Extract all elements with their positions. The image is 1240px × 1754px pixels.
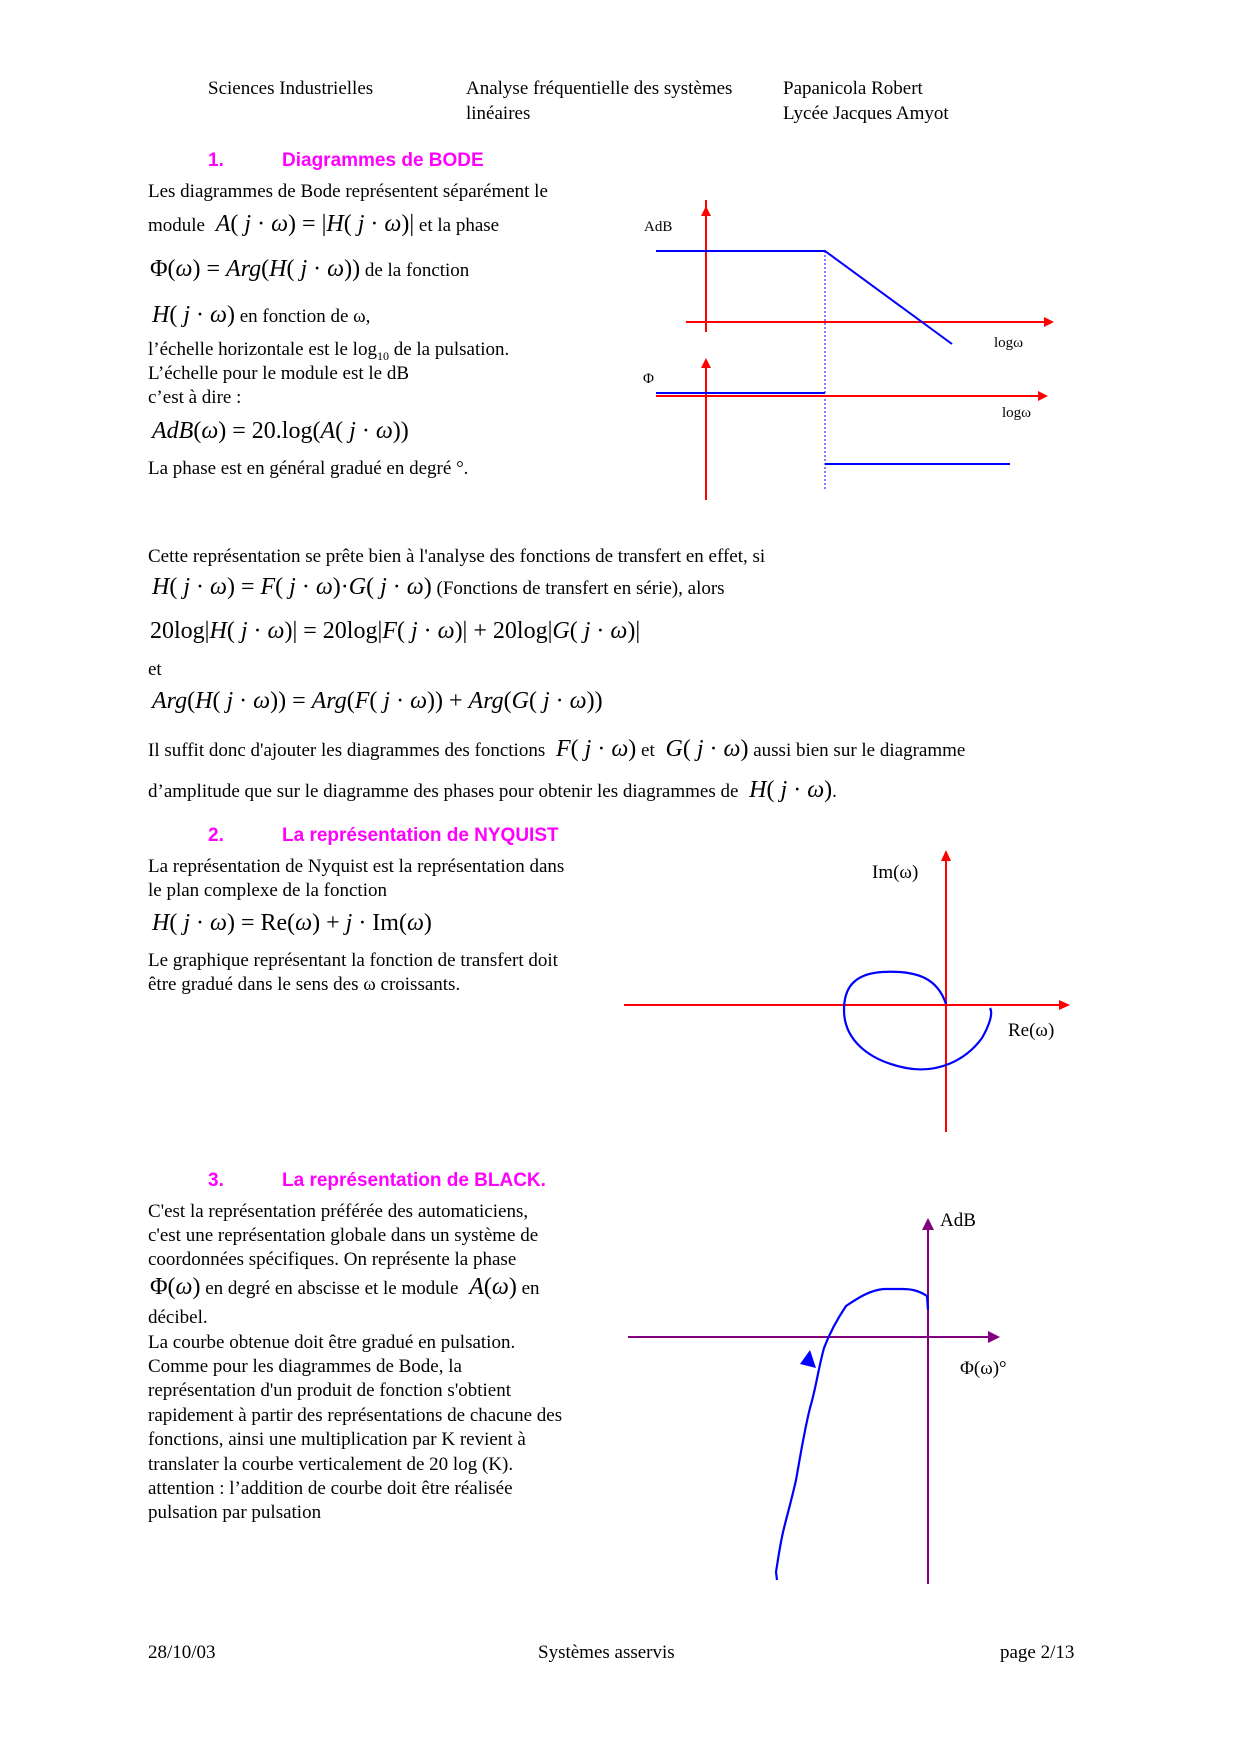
section1-module-line: module A( j · ω) = |H( j · ω)| et la phase <box>148 211 500 237</box>
nyquist-im-label: Im(ω) <box>872 862 919 883</box>
section3-line6: La courbe obtenue doit être gradué en pulsation. <box>148 1332 516 1353</box>
nyquist-curve <box>844 972 991 1070</box>
header-author <box>783 76 949 126</box>
section3-number: 3. <box>208 1170 224 1191</box>
section3-line8: représentation d'un produit de fonction s'obtient <box>148 1380 512 1401</box>
section3-line4: Φ(ω) en degré en abscisse et le module A(ω) en <box>150 1274 540 1300</box>
section2-title: La représentation de NYQUIST <box>282 825 559 846</box>
section1b-amplitude-line: d’amplitude que sur le diagramme des phases pour obtenir les diagrammes de H( j · ω). <box>148 777 837 803</box>
bode-amp-label: AdB <box>644 219 673 235</box>
section2-line2: le plan complexe de la fonction <box>148 880 387 901</box>
section1b-et: et <box>148 659 162 680</box>
section1-echelle-module: L’échelle pour le module est le dB <box>148 363 409 384</box>
section1b-log-formula: 20log|H( j · ω)| = 20log|F( j · ω)| + 20log|G( j · ω)| <box>150 618 641 644</box>
black-y-label: AdB <box>940 1210 976 1231</box>
section1-number: 1. <box>208 150 224 171</box>
section3-line10: fonctions, ainsi une multiplication par K revient à <box>148 1429 526 1450</box>
section2-number: 2. <box>208 825 224 846</box>
section2-line1: La représentation de Nyquist est la représentation dans <box>148 856 565 877</box>
bode-diagram <box>630 200 1070 510</box>
section3-line12: attention : l’addition de courbe doit être réalisée <box>148 1478 513 1499</box>
bode-phase-label: Φ <box>643 371 654 387</box>
header-title <box>466 76 732 126</box>
section1-adb-formula: AdB(ω) = 20.log(A( j · ω)) <box>152 418 409 444</box>
section1b-product-line: H( j · ω) = F( j · ω)·G( j · ω) (Fonctions de transfert en série), alors <box>152 574 725 600</box>
black-x-label: Φ(ω)° <box>960 1358 1007 1379</box>
section1-h-line: H( j · ω) en fonction de ω, <box>152 302 371 328</box>
section1-echelle-h: l’échelle horizontale est le $\log_{10}$ de la pulsation. <box>148 339 510 363</box>
header-author-name: Papanicola Robert <box>783 78 923 99</box>
black-diagram <box>620 1200 1040 1590</box>
section3-line2: c'est une représentation globale dans un système de <box>148 1225 539 1246</box>
black-curve-arrow <box>800 1350 816 1368</box>
section1-phase-gradue: La phase est en général gradué en degré °. <box>148 458 469 479</box>
section3-line7: Comme pour les diagrammes de Bode, la <box>148 1356 462 1377</box>
section1-cest-a-dire: c’est à dire : <box>148 387 242 408</box>
section3-line5: décibel. <box>148 1307 208 1328</box>
section2-line4: être gradué dans le sens des ω croissants. <box>148 974 461 995</box>
section1-title: Diagrammes de BODE <box>282 150 484 171</box>
section3-line13: pulsation par pulsation <box>148 1502 322 1523</box>
nyquist-re-label: Re(ω) <box>1008 1020 1055 1041</box>
bode-phase-axis-label: logω <box>1002 405 1032 421</box>
header-title-line2: linéaires <box>466 103 531 124</box>
footer-page: page 2/13 <box>1000 1642 1075 1663</box>
section2-line3: Le graphique représentant la fonction de transfert doit <box>148 950 558 971</box>
header-course: Sciences Industrielles <box>208 78 374 99</box>
header-title-line1: Analyse fréquentielle des systèmes <box>466 78 733 99</box>
footer-center: Systèmes asservis <box>538 1642 675 1663</box>
bode-amp-axis-label: logω <box>994 335 1024 351</box>
section1b-text1: Cette représentation se prête bien à l'analyse des fonctions de transfert en effet, si <box>148 546 766 567</box>
section1b-suffit-line: Il suffit donc d'ajouter les diagrammes des fonctions F( j · ω) et G( j · ω) aussi bien sur le diagramme <box>148 736 966 762</box>
section3-line11: translater la courbe verticalement de 20 log (K). <box>148 1454 514 1475</box>
header-school: Lycée Jacques Amyot <box>783 103 949 124</box>
section2-formula: H( j · ω) = Re(ω) + j · Im(ω) <box>152 910 432 936</box>
section3-title: La représentation de BLACK. <box>282 1170 546 1191</box>
section1-phase-line: Φ(ω) = Arg(H( j · ω)) de la fonction <box>150 256 470 282</box>
section1-intro: Les diagrammes de Bode représentent séparément le <box>148 181 548 202</box>
black-curve <box>776 1289 928 1580</box>
section3-line3: coordonnées spécifiques. On représente la phase <box>148 1249 517 1270</box>
footer-date: 28/10/03 <box>148 1642 216 1663</box>
nyquist-diagram <box>620 848 1080 1138</box>
bode-amp-curve <box>656 251 952 344</box>
section1b-arg-formula: Arg(H( j · ω)) = Arg(F( j · ω)) + Arg(G( j · ω)) <box>152 688 603 714</box>
section3-line9: rapidement à partir des représentations de chacune des <box>148 1405 563 1426</box>
section3-line1: C'est la représentation préférée des automaticiens, <box>148 1201 529 1222</box>
